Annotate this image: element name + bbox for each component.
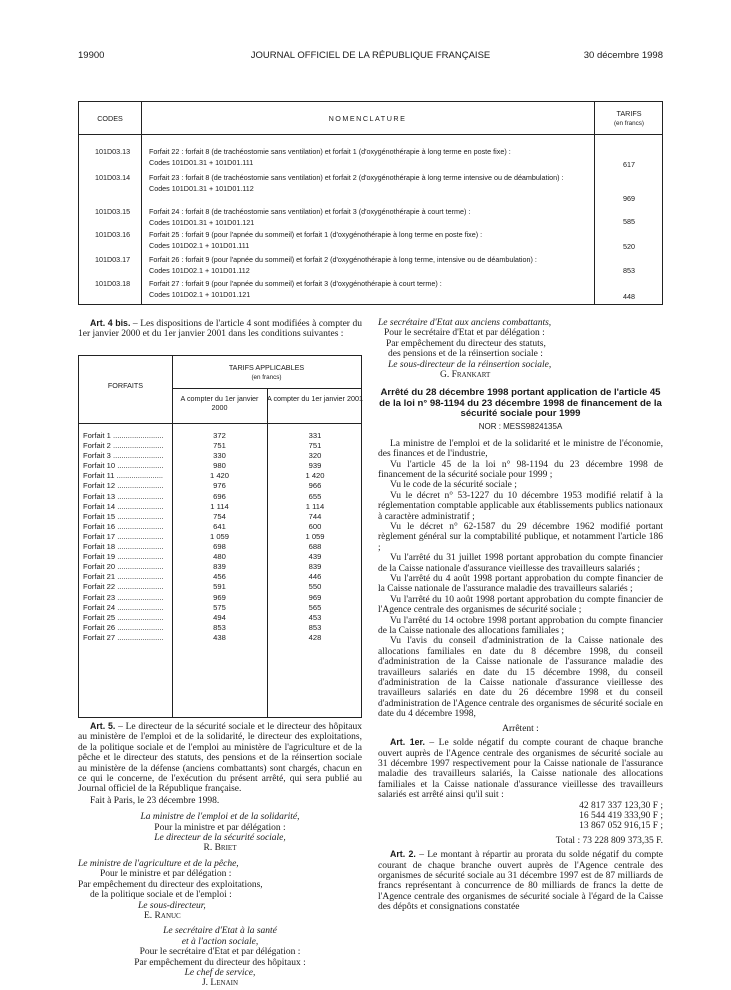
arrete-title: Arrêté du 28 décembre 1998 portant application de l'article 45 de la loi n° 98-1194 du 23 décembre 1998 de financement de la sécurité sociale pour 1999 <box>379 387 662 420</box>
row-tarif: 969 <box>623 194 635 203</box>
arretent: Arrêtent : <box>502 723 539 734</box>
tarif-2000: 1 059 <box>209 531 229 541</box>
tarif-2000: 438 <box>213 632 226 642</box>
right-column <box>378 318 663 913</box>
table-row <box>79 207 662 230</box>
visa-paragraph: Vu l'avis du conseil d'administration de la Caisse nationale des allocations familiales en date du 8 décembre 1998, du conseil d'administration de la Caisse nationale de l'assurance maladie des travailleurs salariés en date du 15 décembre 1998, du conseil d'administration de la Caisse nationale d'assurance vieillesse des travailleurs salariés en date du 26 décembre 1998 et du conseil d'administration de l'Agence centrale des organismes de sécurité sociale en date du 4 décembre 1998, <box>378 636 663 720</box>
row-code: 101D03.18 <box>95 279 131 288</box>
forfait-name: Forfait 15 ..... <box>83 512 163 522</box>
forfait-name: Forfait 13 ..... <box>83 492 163 502</box>
col-header-2001: A compter du 1er janvier 2001 <box>267 394 363 403</box>
forfait-name: Forfait 2 ..... <box>83 441 163 451</box>
forfait-row <box>79 633 361 643</box>
col-header-nomenclature: NOMENCLATURE <box>328 114 407 123</box>
visa-paragraph: Vu l'arrêté du 4 août 1998 portant approbation du compte financier de la Caisse nationale de l'assurance maladie des travailleurs salariés ; <box>378 574 663 595</box>
tarif-2001: 428 <box>308 632 322 642</box>
page-number: 19900 <box>78 50 105 61</box>
visa-paragraph: Vu l'arrêté du 31 juillet 1998 portant approbation du compte financier de la Caisse nationale d'assurance vieillesse des travailleurs salariés ; <box>378 553 663 574</box>
forfait-row <box>79 623 361 633</box>
visa-paragraph: Vu le décret n° 53-1227 du 10 décembre 1953 modifié relatif à la réglementation comptable applicable aux établissements publics nationaux à caractère administratif ; <box>378 490 663 522</box>
tarif-2000: 696 <box>213 491 226 501</box>
tarif-2000: 969 <box>213 592 226 602</box>
tarif-2001: 969 <box>308 592 322 602</box>
forfait-name: Forfait 25 ..... <box>83 613 163 623</box>
forfait-name: Forfait 1 ..... <box>83 431 163 441</box>
tarif-2001: 751 <box>308 441 322 451</box>
col-header-2000: A compter du 1er janvier 2000 <box>180 394 259 412</box>
forfait-name: Forfait 16 ..... <box>83 522 163 532</box>
forfait-row <box>79 582 361 592</box>
table-row <box>79 255 662 279</box>
row-tarif: 448 <box>623 292 635 301</box>
tarif-2000: 494 <box>213 612 226 622</box>
tarif-2000: 591 <box>213 582 226 592</box>
tarif-2000: 839 <box>213 562 226 572</box>
tarif-2001: 939 <box>308 461 322 471</box>
page-header <box>78 50 663 66</box>
tarif-2000: 853 <box>213 622 226 632</box>
forfait-name: Forfait 11 ..... <box>83 471 163 481</box>
article-2: Art. 2. – Le montant à répartir au prorata du solde négatif du compte courant de chaque branche ouvert auprès de l'Agence centrale des organismes de sécurité sociale au 31 décembre 1997 est de 87 milliards de francs représentant à concurrence de 80 milliards de francs la dette de l'Agence centrale des organismes de sécurité sociale à l'égard de la Caisse des dépôts et consignations constatée <box>378 849 663 913</box>
journal-title: JOURNAL OFFICIEL DE LA RÉPUBLIQUE FRANÇAISE <box>250 50 491 61</box>
nor-reference: NOR : MESS9824135A <box>478 422 563 432</box>
forfait-name: Forfait 20 ..... <box>83 562 163 572</box>
visa-paragraph: Vu le code de la sécurité sociale ; <box>390 480 517 491</box>
total-amount: Total : 73 228 809 373,35 F. <box>555 835 663 846</box>
tarif-2000: 751 <box>213 441 226 451</box>
row-code: 101D03.15 <box>95 207 131 216</box>
tarif-2000: 480 <box>213 552 226 562</box>
forfait-row <box>79 603 361 613</box>
amounts-list <box>378 801 663 832</box>
forfait-name: Forfait 23 ..... <box>83 593 163 603</box>
col-header-forfaits: FORFAITS <box>107 381 144 390</box>
tarif-2000: 754 <box>213 511 226 521</box>
tarif-2001: 600 <box>308 521 322 531</box>
row-description: Forfait 22 : forfait 8 (de trachéostomie sans ventilation) et forfait 1 (d'oxygénothérapie à long terme en poste fixe) : Codes 101D01.31 + 101D01.111 <box>149 147 511 167</box>
tarif-2000: 575 <box>213 602 226 612</box>
tarif-2001: 966 <box>308 481 322 491</box>
tarif-2001: 1 420 <box>305 471 325 481</box>
forfait-name: Forfait 18 ..... <box>83 542 163 552</box>
tarif-2001: 453 <box>308 612 322 622</box>
forfait-row <box>79 512 361 522</box>
article-1: Art. 1er. – Le solde négatif du compte courant de chaque branche ouvert auprès de l'Agence centrale des organismes de sécurité sociale au 31 décembre 1997 respectivement pour la Caisse nationale de l'assurance maladie des travailleurs salariés, la Caisse nationale des allocations familiales et la Caisse nationale d'assurance vieillesse des travailleurs salariés est arrêté ainsi qu'il suit : <box>378 737 663 801</box>
tarif-2001: 1 114 <box>305 501 325 511</box>
forfait-row <box>79 552 361 562</box>
nomenclature-table <box>78 101 663 305</box>
signature-block-sante: Le secrétaire d'Etat à la santé et à l'action sociale, Pour le secrétaire d'Etat et par délégation : Par empêchement du directeur des hôpitaux : Le chef de service, J. Lenain <box>134 926 306 989</box>
forfait-name: Forfait 21 ..... <box>83 572 163 582</box>
table-row <box>79 173 662 207</box>
tarif-2000: 372 <box>213 431 226 440</box>
tarif-2001: 688 <box>308 542 322 552</box>
visa-paragraph: La ministre de l'emploi et de la solidarité et le ministre de l'économie, des finances et de l'industrie, <box>378 438 663 460</box>
visa-paragraph: Vu l'arrêté du 14 octobre 1998 portant approbation du compte financier de la Caisse nationale des allocations familiales ; <box>378 615 663 637</box>
forfait-row <box>79 502 361 512</box>
forfait-name: Forfait 24 ..... <box>83 603 163 613</box>
tarif-2001: 320 <box>308 451 322 461</box>
forfait-row <box>79 542 361 552</box>
tarif-2001: 853 <box>308 622 322 632</box>
forfaits-table <box>78 355 362 718</box>
forfait-row <box>79 471 361 481</box>
amount-row: 16 544 419 333,90 F ; <box>579 810 663 821</box>
amount-row: 42 817 337 123,30 F ; <box>579 800 663 811</box>
table-row <box>79 230 662 255</box>
tarif-2000: 1 114 <box>210 501 229 511</box>
tarif-2001: 331 <box>308 431 322 440</box>
signature-block-anciens-combattants: Le secrétaire d'Etat aux anciens combattants, Pour le secrétaire d'Etat et par délégation : Par empêchement du directeur des statuts, des pensions et de la réinsertion sociale : Le sous-directeur de la réinsertion sociale, G. Frankart <box>378 318 552 381</box>
tarif-2000: 330 <box>213 451 226 461</box>
forfait-row <box>79 562 361 572</box>
visa-paragraph: Vu le décret n° 62-1587 du 29 décembre 1962 modifié portant règlement général sur la comptabilité publique, et notamment l'article 186 ; <box>378 521 663 553</box>
forfait-name: Forfait 17 ..... <box>83 532 163 542</box>
forfait-row <box>79 572 361 582</box>
left-column-lower <box>78 721 362 989</box>
row-code: 101D03.17 <box>95 255 131 264</box>
tarif-2000: 976 <box>213 481 226 491</box>
tarif-2000: 641 <box>213 521 226 531</box>
issue-date: 30 décembre 1998 <box>583 50 663 61</box>
forfait-row <box>79 593 361 603</box>
tarif-2001: 744 <box>308 511 322 521</box>
tarif-2001: 839 <box>308 562 322 572</box>
forfait-row <box>79 532 361 542</box>
row-tarif: 617 <box>623 160 635 169</box>
signature-block-emploi: La ministre de l'emploi et de la solidarité, Pour la ministre et par délégation : Le directeur de la sécurité sociale, R. Briet <box>140 812 300 854</box>
row-description: Forfait 26 : forfait 9 (pour l'apnée du sommeil) et forfait 2 (d'oxygénothérapie à long terme, intensive ou de déambulation) : Codes 101D02.1 + 101D01.112 <box>149 255 537 275</box>
article-4-bis: Art. 4 bis. – Les dispositions de l'article 4 sont modifiées à compter du 1er janvier 2000 et du 1er janvier 2001 dans les conditions suivantes : <box>78 318 362 340</box>
tarif-2001: 439 <box>308 552 322 562</box>
forfait-name: Forfait 10 ..... <box>83 461 163 471</box>
tarif-2001: 1 059 <box>305 531 325 541</box>
tarif-2001: 565 <box>308 602 322 612</box>
row-code: 101D03.16 <box>95 230 131 239</box>
forfait-row <box>79 441 361 451</box>
forfait-row <box>79 431 361 441</box>
tarif-2000: 1 420 <box>209 471 229 481</box>
row-description: Forfait 24 : forfait 8 (de trachéostomie sans ventilation) et forfait 3 (d'oxygénothérapie à court terme) : Codes 101D01.31 + 101D01.121 <box>149 207 471 227</box>
row-description: Forfait 27 : forfait 9 (pour l'apnée du sommeil) et forfait 3 (d'oxygénothérapie à court terme) : Codes 101D02.1 + 101D01.121 <box>149 279 442 299</box>
tarif-2000: 698 <box>213 542 226 552</box>
forfait-name: Forfait 27 ..... <box>83 633 163 643</box>
forfait-row <box>79 461 361 471</box>
visa-paragraph: Vu l'arrêté du 10 août 1998 portant approbation du compte financier de l'Agence centrale des organismes de sécurité sociale ; <box>378 594 663 616</box>
tarif-2000: 980 <box>213 461 226 471</box>
tarif-2001: 446 <box>308 572 322 582</box>
forfait-name: Forfait 12 ..... <box>83 481 163 491</box>
tarif-2001: 655 <box>308 491 322 501</box>
forfait-row <box>79 492 361 502</box>
tarif-2001: 550 <box>308 582 322 592</box>
table-row <box>79 147 662 173</box>
row-tarif: 853 <box>623 266 635 275</box>
signature-block-agriculture: Le ministre de l'agriculture et de la pêche, Pour le ministre et par délégation : Par empêchement du directeur des exploitations, de la politique sociale et de l'emploi : Le sous-directeur, E. Ranuc <box>78 858 263 921</box>
row-description: Forfait 25 : forfait 9 (pour l'apnée du sommeil) et forfait 1 (d'oxygénothérapie à long terme en poste fixe) : Codes 101D02.1 + 101D01.111 <box>149 230 483 250</box>
row-tarif: 520 <box>623 242 635 251</box>
row-code: 101D03.13 <box>95 147 131 156</box>
row-code: 101D03.14 <box>95 173 131 182</box>
forfait-name: Forfait 14 ..... <box>83 502 163 512</box>
forfait-row <box>79 522 361 532</box>
fait-a-paris: Fait à Paris, le 23 décembre 1998. <box>90 795 220 806</box>
article-5: Art. 5. – Le directeur de la sécurité sociale et le directeur des hôpitaux au ministère de l'emploi et de la solidarité, le directeur des exploitations, de la politique sociale et de l'emploi au ministère de l'agriculture et de la pêche et le directeur des statuts, des pensions et de la réinsertion sociale au ministère de la défense (anciens combattants) sont chargés, chacun en ce qui le concerne, de l'exécution du présent arrêté, qui sera publié au Journal officiel de la République française. <box>78 721 362 795</box>
forfait-name: Forfait 26 ..... <box>83 623 163 633</box>
col-header-tarifs: TARIFS (en francs) <box>613 109 645 127</box>
forfait-name: Forfait 3 ..... <box>83 451 163 461</box>
visa-paragraph: Vu l'article 45 de la loi n° 98-1194 du 23 décembre 1998 de financement de la sécurité sociale pour 1999 ; <box>378 459 663 480</box>
col-header-tarifs-applicables: TARIFS APPLICABLES (en francs) <box>228 363 305 381</box>
forfait-name: Forfait 19 ..... <box>83 552 163 562</box>
tarif-2000: 456 <box>213 572 226 582</box>
forfait-row <box>79 481 361 491</box>
forfait-name: Forfait 22 ..... <box>83 582 163 592</box>
row-tarif: 585 <box>623 217 635 226</box>
forfait-row <box>79 451 361 461</box>
col-header-codes: CODES <box>97 114 123 123</box>
table-row <box>79 279 662 305</box>
visas <box>378 439 663 720</box>
forfait-row <box>79 613 361 623</box>
amount-row: 13 867 052 916,15 F ; <box>579 821 663 832</box>
row-description: Forfait 23 : forfait 8 (de trachéostomie sans ventilation) et forfait 2 (d'oxygénothérapie à long terme intensive ou de déambulation) : Codes 101D01.31 + 101D01.112 <box>149 173 564 193</box>
left-column-intro <box>78 318 362 340</box>
